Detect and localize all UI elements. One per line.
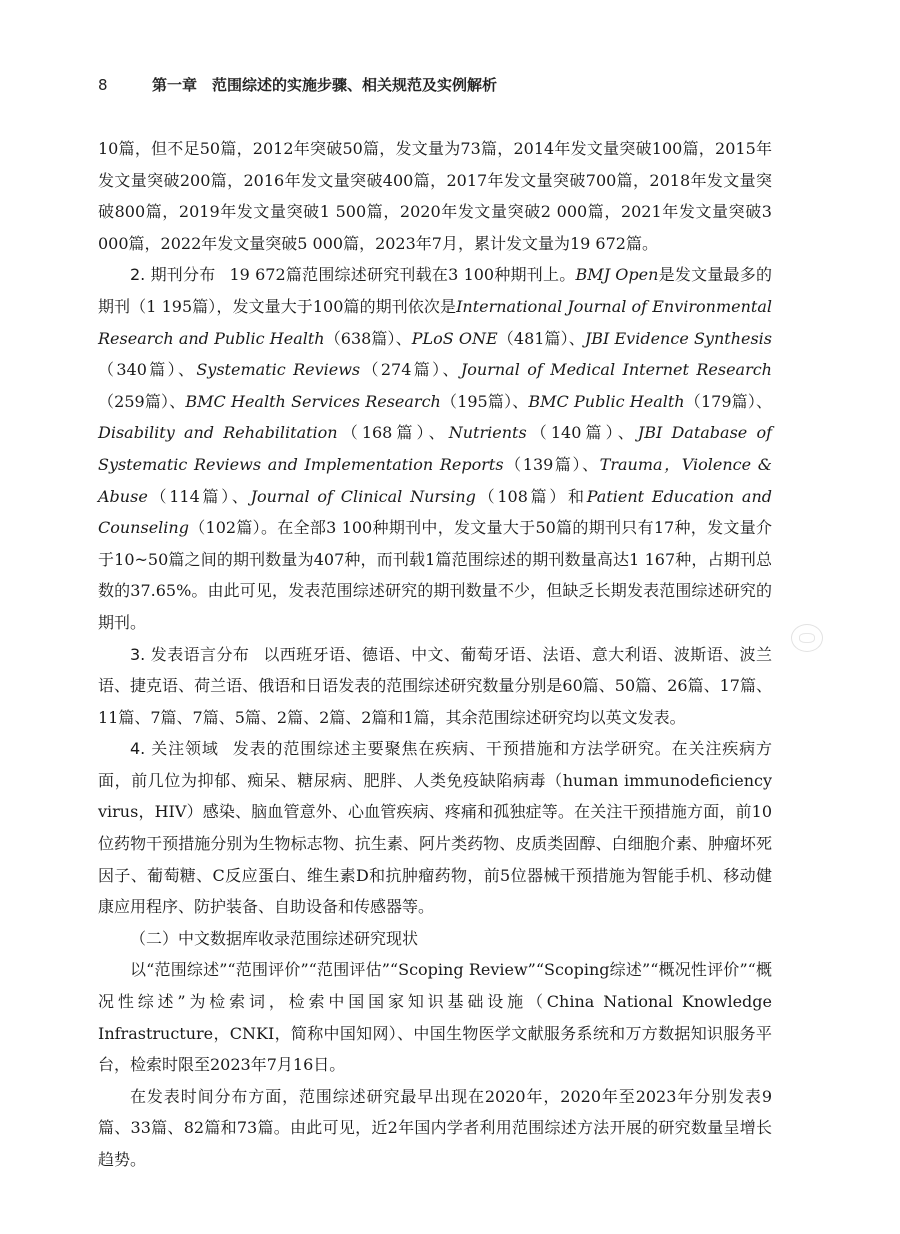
section-lead-focus-areas: 4. 关注领域 [130, 739, 219, 759]
text-fragment: 发表的范围综述主要聚焦在疾病、干预措施和方法学研究。在关注疾病方面，前几位为抑郁、痴呆、糖尿病、肥胖、人类免疫缺陷病毒（human immunodeficiency virus，HIV）感染、脑血管意外、心血管疾病、疼痛和孤独症等。在关注干预措施方面，前10位药物干预措施分别为生物标志物、抗生素、阿片类药物、皮质类固醇、白细胞介素、肿瘤坏死因子、葡萄糖、C反应蛋白、维生素D和抗肿瘤药物，前5位器械干预措施为智能手机、移动健康应用程序、防护装备、自助设备和传感器等。 [98, 739, 772, 917]
text-fragment: （259篇）、 [98, 391, 186, 411]
text-fragment: （168篇）、 [337, 423, 449, 443]
journal-name: Disability and Rehabilitation [98, 423, 338, 443]
journal-name: Nutrients [448, 423, 527, 443]
text-fragment: （340篇）、 [98, 360, 197, 380]
journal-name: BMC Public Health [528, 391, 685, 411]
text-fragment: 是发文量最多的期刊（1 195篇），发文量大于100篇的期刊依次是 [98, 265, 772, 316]
text-fragment: （274篇）、 [360, 360, 461, 380]
paragraph-focus-areas [98, 733, 772, 923]
section-subheading: （二）中文数据库收录范围综述研究现状 [130, 928, 419, 948]
text-fragment: 以西班牙语、德语、中文、葡萄牙语、法语、意大利语、波斯语、波兰语、捷克语、荷兰语、俄语和日语发表的范围综述研究数量分别是60篇、50篇、26篇、17篇、11篇、7篇、7篇、5篇、2篇、2篇、2篇和1篇，其余范围综述研究均以英文发表。 [98, 644, 772, 727]
text-fragment: （195篇）、 [440, 391, 529, 411]
paragraph-publication-growth: 10篇，但不足50篇，2012年突破50篇，发文量为73篇，2014年发文量突破100篇，2015年发文量突破200篇，2016年发文量突破400篇，2017年发文量突破700篇，2018年发文量突破800篇，2019年发文量突破1 500篇，2020年发文量突破2 000篇，2021年发文量突破3 000篇，2022年发文量突破5 000篇，2023年7月，累计发文量为19 672篇。 [98, 139, 772, 253]
journal-name: JBI Evidence Synthesis [584, 328, 773, 348]
running-head [98, 74, 497, 95]
journal-name: JBI Database of Systematic Reviews and Implementation Reports [98, 423, 773, 474]
journal-name: Journal of Medical Internet Research [460, 360, 772, 380]
paragraph-journal-distribution [98, 259, 772, 638]
text-fragment: （638篇）、 [324, 328, 412, 348]
faint-stamp-mark-inner [799, 633, 815, 643]
journal-name: Patient Education and Counseling [98, 486, 772, 538]
paragraph-chinese-time-distribution: 在发表时间分布方面，范围综述研究最早出现在2020年，2020年至2023年分别发表9篇、33篇、82篇和73篇。由此可见，近2年国内学者利用范围综述方法开展的研究数量呈增长趋势。 [98, 1086, 772, 1169]
section-lead-language-distribution: 3. 发表语言分布 [130, 644, 250, 664]
section-lead-journal-distribution: 2. 期刊分布 [130, 265, 216, 285]
text-fragment: （140篇）、 [526, 423, 638, 443]
text-fragment: （108篇）和 [475, 486, 587, 506]
text-fragment: （179篇）、 [684, 391, 772, 411]
paragraph-language-distribution [98, 639, 772, 734]
journal-name: Trauma，Violence & Abuse [98, 454, 772, 506]
text-fragment: 19 672篇范围综述研究刊载在3 100种期刊上。 [229, 265, 576, 285]
journal-name: International Journal of Environmental Research and Public Health [98, 296, 772, 348]
text-fragment: （102篇）。在全部3 100种期刊中，发文量大于50篇的期刊只有17种，发文量介于10~50篇之间的期刊数量为407种，而刊载1篇范围综述的期刊数量高达1 167种，占期刊总数的37.65%。由此可见，发表范围综述研究的期刊数量不少，但缺乏长期发表范围综述研究的期刊。 [98, 518, 772, 632]
journal-name: BMC Health Services Research [185, 391, 441, 411]
chapter-title: 第一章 范围综述的实施步骤、相关规范及实例解析 [152, 76, 498, 94]
text-fragment: （481篇）、 [497, 328, 585, 348]
journal-name: Journal of Clinical Nursing [250, 486, 476, 506]
journal-name: BMJ Open [575, 265, 659, 285]
paragraph-chinese-database-search: 以“范围综述”“范围评价”“范围评估”“Scoping Review”“Scoping综述”“概况性评价”“概况性综述”为检索词，检索中国国家知识基础设施（China National Knowledge Infrastructure，CNKI，简称中国知网）、中国生物医学文献服务系统和万方数据知识服务平台，检索时限至2023年7月16日。 [98, 960, 772, 1075]
text-fragment: （114篇）、 [147, 486, 251, 506]
text-fragment: （139篇）、 [503, 454, 600, 474]
page-number: 8 [98, 76, 108, 94]
journal-name: Systematic Reviews [196, 360, 361, 380]
body-text [98, 133, 772, 1176]
journal-name: PLoS ONE [411, 328, 498, 348]
